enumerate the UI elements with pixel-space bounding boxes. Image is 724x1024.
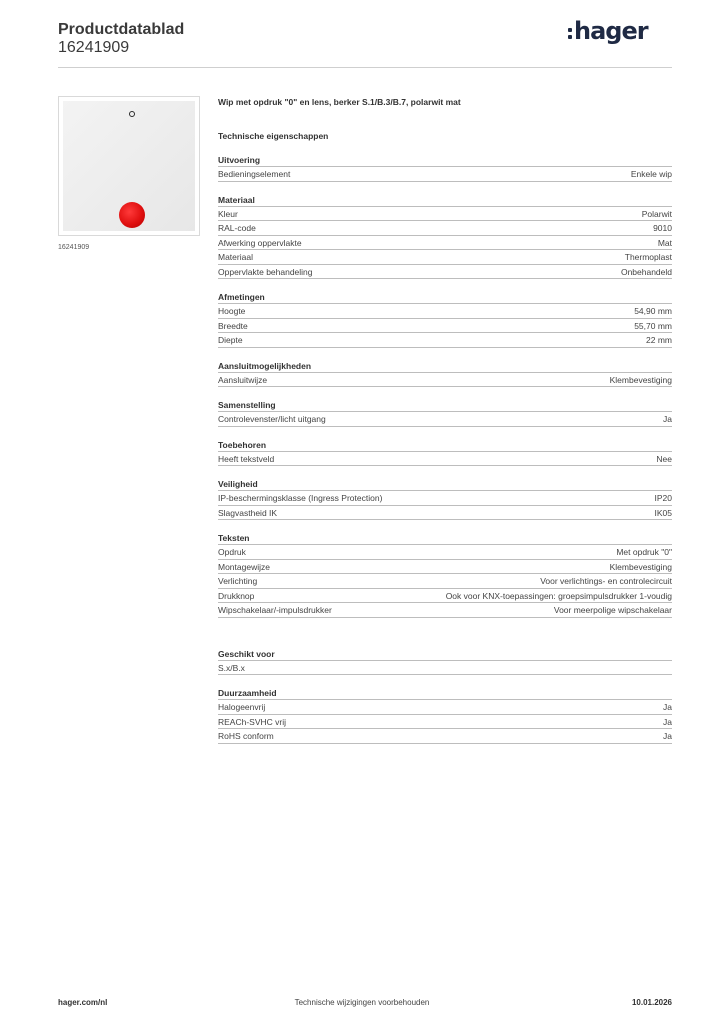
spec-row	[218, 221, 672, 236]
spec-value: 22 mm	[646, 335, 672, 345]
spec-value: Polarwit	[641, 208, 672, 219]
spec-value: Ja	[663, 731, 672, 741]
spec-section	[218, 399, 672, 427]
spec-value: Ja	[663, 716, 672, 727]
spec-label: Montagewijze	[218, 561, 270, 572]
spec-value: Ja	[663, 414, 672, 424]
rocker-switch-icon	[63, 101, 195, 231]
spec-section	[218, 687, 672, 744]
section-title: Geschikt voor	[218, 648, 672, 661]
spec-row	[218, 236, 672, 251]
spec-label: Aansluitwijze	[218, 374, 268, 385]
spec-label: Halogeenvrij	[218, 702, 266, 712]
spec-label: Slagvastheid IK	[218, 507, 278, 518]
footer-disclaimer: Technische wijzigingen voorbehouden	[294, 998, 430, 1007]
spec-row	[218, 700, 672, 715]
spec-row	[218, 333, 672, 348]
hager-logo	[568, 16, 648, 46]
spec-row	[218, 319, 672, 334]
spec-label: IP-beschermingsklasse (Ingress Protection)	[218, 493, 383, 503]
spec-value: Enkele wip	[630, 169, 672, 179]
spec-value: Ook voor KNX-toepassingen: groepsimpulsdrukker 1-voudig	[445, 590, 672, 601]
spec-value: 54,90 mm	[634, 306, 672, 316]
spec-section	[218, 291, 672, 348]
spec-row	[218, 207, 672, 222]
spec-value: Voor verlichtings- en controlecircuit	[540, 576, 672, 586]
spec-label: REACh-SVHC vrij	[218, 716, 287, 727]
spec-label: Materiaal	[218, 252, 253, 262]
spec-section	[218, 154, 672, 182]
tech-properties-title: Technische eigenschappen	[218, 131, 329, 141]
spec-label: RoHS conform	[218, 731, 274, 741]
spec-row	[218, 491, 672, 506]
header-divider	[58, 67, 672, 68]
spec-row	[218, 589, 672, 604]
spec-row	[218, 412, 672, 427]
footer-website: hager.com/nl	[58, 998, 108, 1007]
spec-label: Heeft tekstveld	[218, 453, 275, 464]
section-title: Afmetingen	[218, 291, 672, 304]
spec-label: Breedte	[218, 320, 248, 331]
spec-row	[218, 167, 672, 182]
logo-dots-icon	[568, 28, 572, 39]
spec-value: Thermoplast	[624, 252, 672, 262]
logo-text: hager	[574, 17, 648, 45]
spec-label: Oppervlakte behandeling	[218, 266, 313, 277]
red-lens-icon	[119, 202, 145, 228]
spec-value: Klembevestiging	[609, 374, 672, 385]
spec-value: Voor meerpolige wipschakelaar	[553, 605, 672, 615]
spec-label: Opdruk	[218, 547, 246, 557]
spec-value: IP20	[654, 493, 672, 503]
spec-row	[218, 603, 672, 618]
spec-row	[218, 574, 672, 589]
spec-section	[218, 439, 672, 467]
section-title: Materiaal	[218, 194, 672, 207]
spec-value: IK05	[654, 507, 672, 518]
page-title: Productdatablad	[58, 21, 185, 38]
spec-label: Hoogte	[218, 306, 246, 316]
spec-label: RAL-code	[218, 223, 256, 233]
spec-row	[218, 661, 672, 676]
spec-label: Kleur	[218, 208, 238, 219]
spec-label: Drukknop	[218, 590, 255, 601]
section-title: Aansluitmogelijkheden	[218, 360, 672, 373]
spec-section	[218, 648, 672, 676]
spec-row	[218, 265, 672, 280]
spec-section	[218, 194, 672, 280]
spec-row	[218, 373, 672, 388]
spec-value: Klembevestiging	[609, 561, 672, 572]
spec-row	[218, 715, 672, 730]
footer-date: 10.01.2026	[631, 998, 672, 1007]
product-image	[58, 96, 200, 236]
spec-row	[218, 250, 672, 265]
spec-row	[218, 304, 672, 319]
spec-label: Verlichting	[218, 576, 258, 586]
spec-row	[218, 506, 672, 521]
section-title: Duurzaamheid	[218, 687, 672, 700]
spec-row	[218, 729, 672, 744]
spec-label: Controlevenster/licht uitgang	[218, 414, 326, 424]
image-caption: 16241909	[58, 244, 90, 251]
spec-row	[218, 452, 672, 467]
spec-value: Met opdruk "0"	[616, 547, 672, 557]
spec-label: Afwerking oppervlakte	[218, 237, 302, 248]
spec-value: Ja	[663, 702, 672, 712]
spec-section	[218, 360, 672, 388]
spec-label: Wipschakelaar/-impulsdrukker	[218, 605, 332, 615]
spec-label: S.x/B.x	[218, 662, 245, 673]
spec-label: Bedieningselement	[218, 169, 291, 179]
spec-value: Mat	[657, 237, 672, 248]
spec-value: 9010	[653, 223, 672, 233]
section-title: Samenstelling	[218, 399, 672, 412]
section-title: Teksten	[218, 532, 672, 545]
zero-ring-icon	[129, 111, 135, 117]
spec-value: Nee	[656, 453, 672, 464]
spec-section	[218, 532, 672, 618]
spec-row	[218, 545, 672, 560]
section-title: Veiligheid	[218, 478, 672, 491]
spec-content	[218, 96, 672, 744]
spec-sections	[218, 154, 672, 744]
spec-row	[218, 560, 672, 575]
spec-section	[218, 478, 672, 520]
product-name: Wip met opdruk "0" en lens, berker S.1/B.3/B.7, polarwit mat	[218, 97, 461, 107]
section-title: Uitvoering	[218, 154, 672, 167]
spec-value: Onbehandeld	[620, 266, 672, 277]
product-code: 16241909	[58, 39, 130, 56]
section-title: Toebehoren	[218, 439, 672, 452]
spec-label: Diepte	[218, 335, 243, 345]
spec-value: 55,70 mm	[634, 320, 672, 331]
